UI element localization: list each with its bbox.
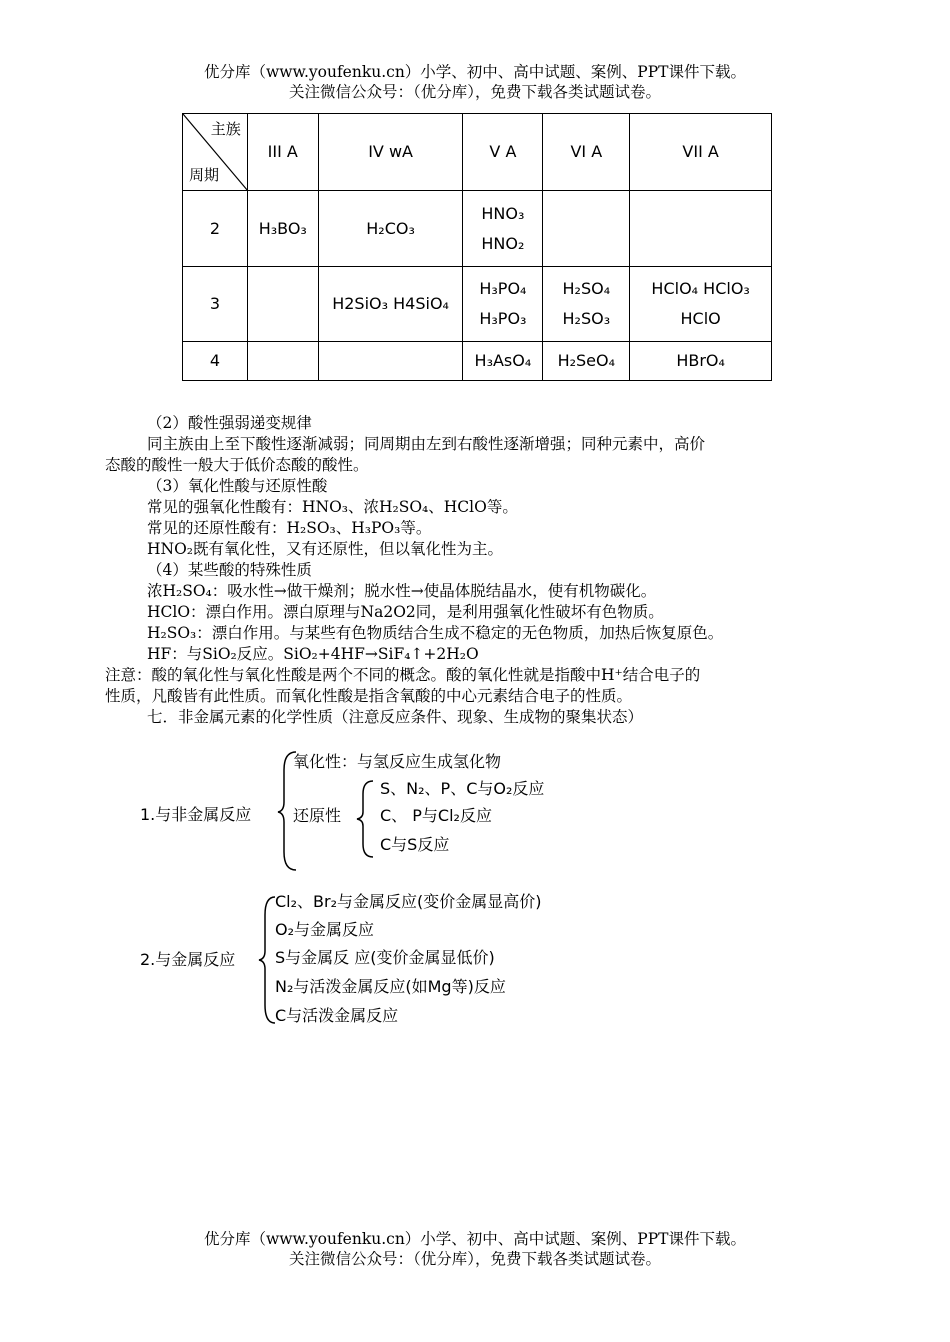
acid-table (182, 113, 772, 381)
acid-cell (318, 342, 463, 381)
acid-cell (247, 267, 318, 342)
acid-formula: H₃PO₃ (479, 309, 527, 328)
section-2-title: （2）酸性强弱递变规律 (147, 414, 312, 432)
acid-formula: HNO₃ (481, 203, 525, 223)
acid-cell: H₂SeO₄ (543, 342, 630, 381)
section-3-line: 常见的强氧化性酸有：HNO₃、浓H₂SO₄、HClO等。 (147, 498, 518, 516)
section-3-line: HNO₂既有氧化性，又有还原性，但以氧化性为主。 (147, 540, 504, 558)
section-4-line: 浓H₂SO₄：吸水性→做干燥剂；脱水性→使晶体脱结晶水，使有机物碳化。 (147, 582, 657, 600)
acid-cell: HBrO₄ (630, 342, 772, 381)
acid-cell: H₃AsO₄ (463, 342, 543, 381)
column-header: VI A (543, 114, 630, 191)
period-cell: 2 (183, 191, 248, 267)
acid-cell (463, 191, 543, 267)
diagram1-item: C与S反应 (380, 835, 450, 854)
section-4-line: H₂SO₃：漂白作用。与某些有色物质结合生成不稳定的无色物质，加热后恢复原色。 (147, 624, 724, 642)
period-cell: 4 (183, 342, 248, 381)
acid-cell: H2SiO₃ H4SiO₄ (318, 267, 463, 342)
diagram2-item: Cl₂、Br₂与金属反应(变价金属显高价) (275, 892, 542, 911)
acid-cell (543, 267, 630, 342)
acid-cell (543, 191, 630, 267)
table-corner-cell (183, 114, 248, 191)
section-4-title: （4）某些酸的特殊性质 (147, 561, 312, 579)
acid-formula: H₂SO₄ (562, 279, 611, 298)
diagram2-label: 2.与金属反应 (140, 950, 236, 969)
diagram2-item: O₂与金属反应 (275, 920, 375, 939)
table-row (183, 191, 772, 267)
diagram2-item: S与金属反 应(变价金属显低价) (275, 948, 495, 967)
acid-formula: HClO (680, 309, 721, 328)
section-7-title: 七．非金属元素的化学性质（注意反应条件、现象、生成物的聚集状态） (147, 708, 644, 726)
column-header: IV wA (318, 114, 463, 191)
corner-group-label: 主族 (210, 120, 241, 138)
acid-cell: H₃BO₃ (247, 191, 318, 267)
period-cell: 3 (183, 267, 248, 342)
section-4-line: HClO：漂白作用。漂白原理与Na2O2同，是利用强氧化性破坏有色物质。 (147, 603, 664, 621)
header-line-1: 优分库（www.youfenku.cn）小学、初中、高中试题、案例、PPT课件下载。 (203, 63, 747, 81)
diagram1-inner-brace (355, 778, 377, 860)
section-2-body: 同主族由上至下酸性逐渐减弱；同周期由左到右酸性逐渐增强；同种元素中，高价 (147, 435, 706, 453)
diagram2-item: C与活泼金属反应 (275, 1006, 399, 1025)
diagram1-item: S、N₂、P、C与O₂反应 (380, 779, 545, 798)
diagram1-oxidizing: 氧化性：与氢反应生成氢化物 (293, 752, 502, 771)
diagram2-item: N₂与活泼金属反应(如Mg等)反应 (275, 977, 506, 996)
acid-cell: H₂CO₃ (318, 191, 463, 267)
acid-cell (630, 267, 772, 342)
diagram1-item: C、 P与Cl₂反应 (380, 806, 492, 825)
acid-formula: HNO₂ (481, 233, 525, 253)
acid-cell (630, 191, 772, 267)
acid-formula: HClO₄ HClO₃ (651, 279, 750, 298)
acid-formula: H₂SO₃ (562, 309, 611, 328)
footer-line-2: 关注微信公众号：（优分库），免费下载各类试题试卷。 (288, 1250, 661, 1268)
table-row (183, 342, 772, 381)
corner-period-label: 周期 (189, 166, 220, 184)
acid-cell (463, 267, 543, 342)
section-4-line: HF：与SiO₂反应。SiO₂+4HF→SiF₄↑+2H₂O (147, 645, 479, 663)
section-3-title: （3）氧化性酸与还原性酸 (147, 477, 328, 495)
column-header: III A (247, 114, 318, 191)
header-line-2: 关注微信公众号：（优分库），免费下载各类试题试卷。 (288, 83, 661, 101)
section-2-body-cont: 态酸的酸性一般大于低价态酸的酸性。 (105, 456, 369, 474)
diagram1-label: 1.与非金属反应 (140, 805, 252, 824)
footer-line-1: 优分库（www.youfenku.cn）小学、初中、高中试题、案例、PPT课件下载。 (203, 1230, 747, 1248)
table-header-row (183, 114, 772, 191)
note-line-cont: 性质，凡酸皆有此性质。而氧化性酸是指含氧酸的中心元素结合电子的性质。 (105, 687, 633, 705)
diagram1-reducing-label: 还原性 (293, 806, 342, 825)
acid-formula: H₃PO₄ (479, 279, 527, 298)
column-header: V A (463, 114, 543, 191)
acid-cell (247, 342, 318, 381)
column-header: VII A (630, 114, 772, 191)
note-line: 注意：酸的氧化性与氧化性酸是两个不同的概念。酸的氧化性就是指酸中H⁺结合电子的 (105, 666, 701, 684)
table-row (183, 267, 772, 342)
section-3-line: 常见的还原性酸有：H₂SO₃、H₃PO₃等。 (147, 519, 432, 537)
